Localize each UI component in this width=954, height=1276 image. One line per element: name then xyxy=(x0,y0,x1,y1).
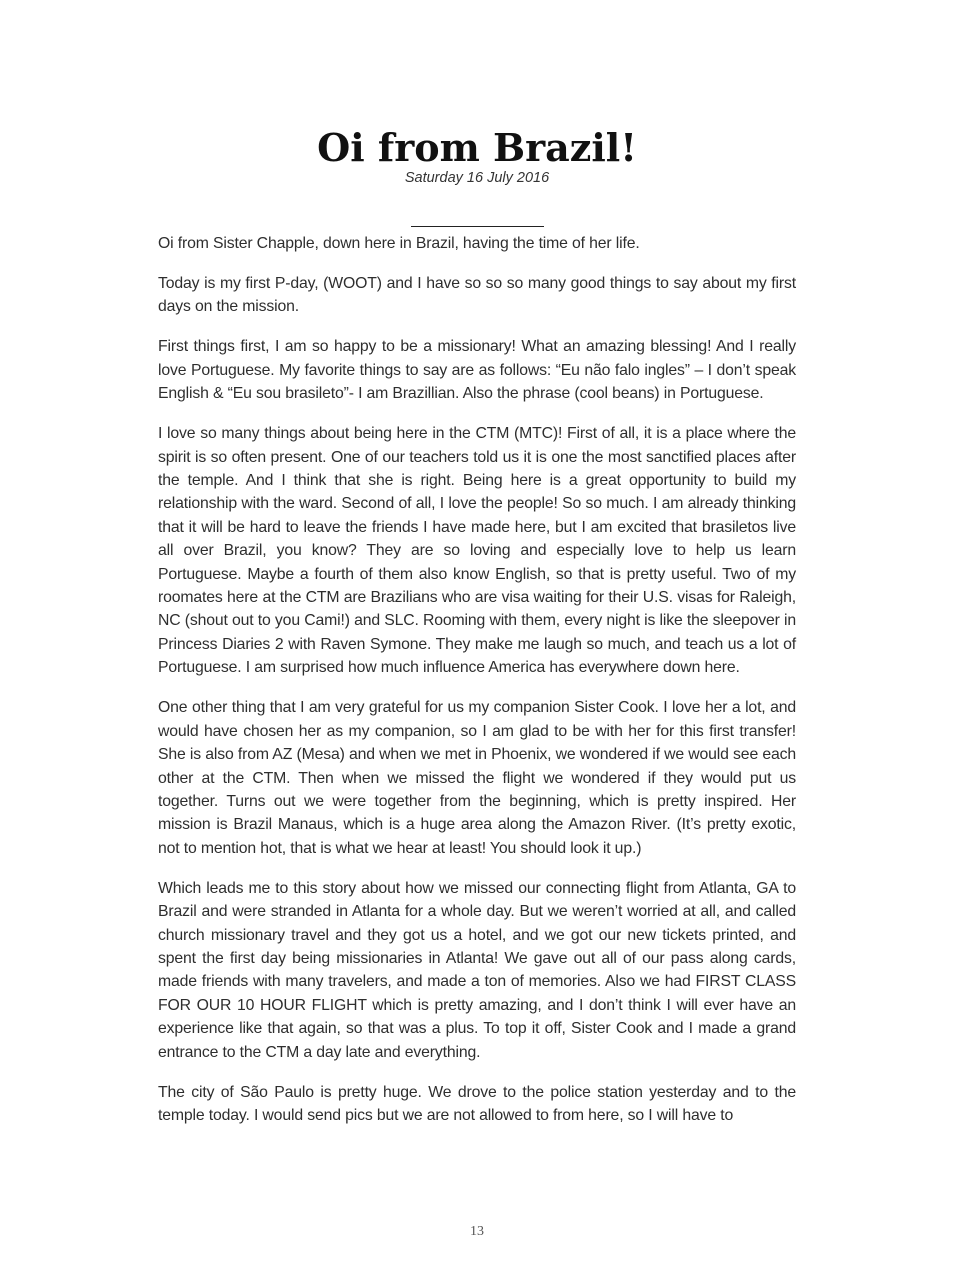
paragraph: Today is my first P-day, (WOOT) and I have so so so many good things to say about my first days on the mission. xyxy=(158,275,796,316)
title-divider xyxy=(411,226,544,227)
post-date: Saturday 16 July 2016 xyxy=(404,170,550,186)
article-body xyxy=(158,232,796,1144)
paragraph: One other thing that I am very grateful for us my companion Sister Cook. I love her a lot, and would have chosen her as my companion, so I am glad to be with her for this first transfer! She is also from AZ (Mesa) and when we met in Phoenix, we wondered if we would see each other at the CTM. Then when we missed the flight we wondered if they would put us together. Turns out we were together from the beginning, which is pretty inspired. Her mission is Brazil Manaus, which is a huge area along the Amazon River. (It’s pretty exotic, not to mention hot, that is what we hear at least! You should look it up.) xyxy=(158,699,796,857)
paragraph: Oi from Sister Chapple, down here in Brazil, having the time of her life. xyxy=(158,235,640,252)
page-number: 13 xyxy=(470,1224,484,1239)
paragraph: First things first, I am so happy to be a missionary! What an amazing blessing! And I really love Portuguese. My favorite things to say are as follows: “Eu não falo ingles” – I don’t speak English & “Eu sou brasileto”- I am Brazillian. Also the phrase (cool beans) in Portuguese. xyxy=(158,338,796,403)
paragraph: Which leads me to this story about how we missed our connecting flight from Atlanta, GA to Brazil and were stranded in Atlanta for a whole day. But we weren’t worried at all, and called church missionary travel and they got us a hotel, and we got our new tickets printed, and spent the first day being missionaries in Atlanta! We gave out all of our pass along cards, made friends with many travelers, and made a ton of memories. Also we had FIRST CLASS FOR OUR 10 HOUR FLIGHT which is pretty amazing, and I don’t think I will ever have an experience like that again, so that was a plus. To top it off, Sister Cook and I made a grand entrance to the CTM a day late and everything. xyxy=(158,879,796,1061)
page-title: Oi from Brazil! xyxy=(317,125,637,170)
paragraph: I love so many things about being here in the CTM (MTC)! First of all, it is a place where the spirit is so often present. One of our teachers told us it is one the most sanctified places after the temple. And I think that she is right. Being here is a great opportunity to build my relationship with the ward. Second of all, I love the people! So so much. I am already thinking that it will be hard to leave the friends I have made here, but I am excited that brasiletos live all over Brazil, you know? They are so loving and especially love to help us learn Portuguese. Maybe a fourth of them also know English, so that is pretty useful. Two of my roomates here at the CTM are Brazilians who are visa waiting for their U.S. visas for Raleigh, NC (shout out to you Cami!) and SLC. Rooming with them, every night is like the sleepover in Princess Diaries 2 with Raven Symone. They make me laugh so much, and teach us a lot of Portuguese. I am surprised how much influence America has everywhere down here. xyxy=(158,425,796,677)
paragraph: The city of São Paulo is pretty huge. We drove to the police station yesterday and to the temple today. I would send pics but we are not allowed to from here, so I will have to xyxy=(158,1083,796,1124)
